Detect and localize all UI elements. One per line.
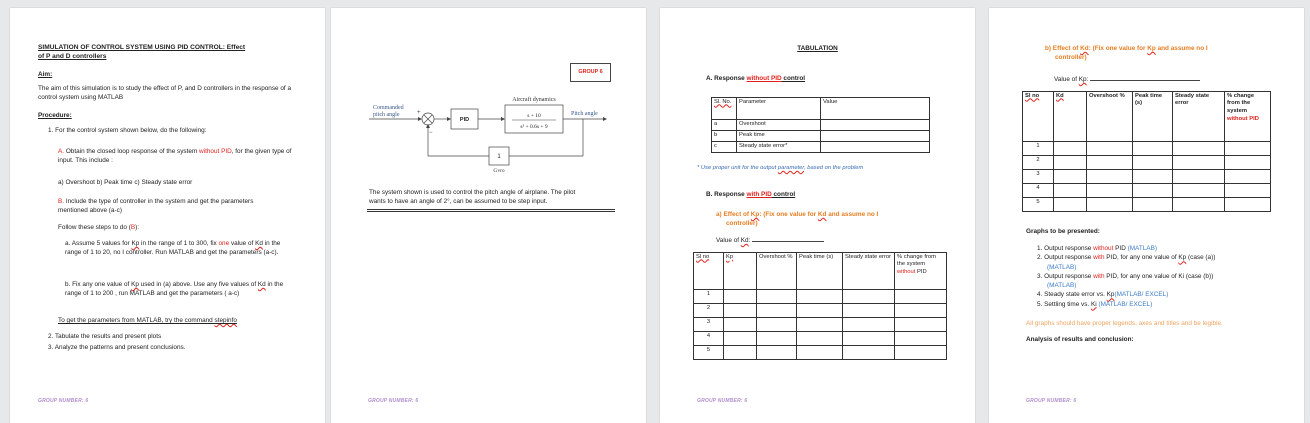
- page-footer: GROUP NUMBER: 6: [1026, 398, 1077, 405]
- group-badge: GROUP 6: [570, 63, 611, 82]
- procedure-heading: Procedure:: [38, 112, 72, 119]
- unit-note: * Use proper unit for the output parameter, based on the problem: [697, 165, 864, 171]
- aim-text: The aim of this simulation is to study the effect of P, and D controllers in the response of a control system using MATLAB: [38, 85, 292, 101]
- table-row: 3: [1023, 170, 1271, 184]
- table-row: a Overshoot: [712, 120, 930, 131]
- table-row: c Steady state error*: [712, 142, 930, 153]
- list-item: 4. Steady state error vs. Kp(MATLAB/ EXCEL): [1037, 291, 1169, 299]
- table-row: 2: [694, 304, 947, 318]
- aircraft-dynamics-label: Aircraft dynamics: [512, 97, 556, 103]
- legend-note: All graphs should have proper legends, axes and titles and be legible.: [1026, 320, 1223, 327]
- document-page-3: [660, 8, 975, 423]
- step-a: A. Obtain the closed loop response of the system without PID, for the given type of input. This include :: [58, 148, 292, 164]
- table-b: Sl no Kp Overshoot % Peak time (s) Steady state error % change from the system without PID 1 2 3 4 5: [693, 252, 947, 360]
- pitch-angle-input-label: pitch angle: [373, 112, 400, 118]
- procedure-step-2: 2. Tabulate the results and present plots: [48, 333, 162, 340]
- table-a-header-cell: Parameter: [737, 98, 821, 120]
- subsection-a-heading: a) Effect of Kp: (Fix one value for Kd and assume no I controller): [716, 211, 879, 227]
- procedure-step-3: 3. Analyze the patterns and present conclusions.: [48, 344, 186, 351]
- tabulation-title: TABULATION: [797, 45, 838, 52]
- table-row: 5: [1023, 198, 1271, 212]
- table-row: b Peak time: [712, 131, 930, 142]
- gyro-label: Gyro: [493, 168, 505, 172]
- transfer-denominator: s² + 0.6s + 9: [520, 124, 548, 130]
- table-c: Sl no Kd Overshoot % Peak time (s) Steady state error % change from the system without PID 1 2 3 4 5: [1022, 91, 1271, 212]
- analysis-heading: Analysis of results and conclusion:: [1026, 336, 1134, 343]
- list-item: 1. Output response without PID (MATLAB): [1037, 245, 1157, 252]
- list-item: 3. Output response with PID, for any one value of Ki (case (b)) (MATLAB): [1037, 272, 1214, 290]
- divider: [367, 209, 615, 210]
- transfer-numerator: s + 10: [527, 113, 541, 119]
- pitch-angle-output-label: Pitch angle: [571, 111, 598, 117]
- table-a: [711, 97, 930, 153]
- follow-steps: Follow these steps to do (B):: [58, 224, 139, 231]
- table-a-header-cell: Sl. No.: [712, 98, 737, 120]
- stepinfo-hint: To get the parameters from MATLAB, try the command stepinfo: [58, 317, 237, 324]
- plus-sign: +: [417, 110, 421, 116]
- page-footer: GROUP NUMBER: 6: [697, 398, 748, 405]
- section-b-heading: B. Response with PID control: [706, 191, 796, 198]
- table-row: 2: [1023, 156, 1271, 170]
- substep-b: b. Fix any one value of Kp used in (a) above. Use any five values of Kd in the range of 1 to 200 , run MATLAB and get the parameters ( a-c): [65, 281, 284, 297]
- graphs-heading: Graphs to be presented:: [1026, 228, 1100, 235]
- page-footer: GROUP NUMBER: 6: [368, 398, 419, 405]
- page-title: SIMULATION OF CONTROL SYSTEM USING PID CONTROL: Effect of P and D controllers: [38, 44, 246, 60]
- block-diagram: [369, 92, 609, 172]
- list-item: 2. Output response with PID, for any one value of Kp (case (a)) (MATLAB): [1037, 254, 1216, 271]
- document-page-1: [10, 8, 325, 423]
- step-b: B. Include the type of controller in the system and get the parameters mentioned above (a-c): [58, 198, 254, 214]
- table-a-header-cell: Value: [821, 98, 930, 120]
- table-row: 1: [694, 290, 947, 304]
- substep-a: a. Assume 5 values for Kp in the range of 1 to 300, fix one value of Kd in the range of 1 to 20, no I controller. Run MATLAB and get the parameters (a-c).: [65, 240, 281, 256]
- table-row: 3: [694, 318, 947, 332]
- kp-value-field[interactable]: Value of Kp:: [1054, 76, 1200, 85]
- divider: [367, 211, 615, 212]
- pid-label: PID: [459, 117, 470, 123]
- input-arrowhead: [418, 117, 422, 121]
- subsection-b-heading: b) Effect of Kd: (Fix one value for Kp and assume no I controller): [1045, 45, 1208, 61]
- table-row: 5: [694, 346, 947, 360]
- commanded-label: Commanded: [373, 105, 404, 111]
- procedure-step-1: 1. For the control system shown below, do the following:: [48, 127, 207, 134]
- document-page-4: [989, 8, 1304, 423]
- page-footer: GROUP NUMBER: 6: [38, 398, 89, 405]
- error-signal-arrowhead: [447, 117, 451, 121]
- aim-heading: Aim:: [38, 71, 53, 78]
- parameters-list: a) Overshoot b) Peak time c) Steady state error: [58, 179, 193, 186]
- kd-value-field[interactable]: Value of Kd:: [716, 237, 824, 246]
- gyro-gain: 1: [497, 154, 501, 160]
- output-arrowhead: [603, 117, 607, 121]
- table-row: 1: [1023, 142, 1271, 156]
- table-row: 4: [1023, 184, 1271, 198]
- document-page-2: [331, 8, 646, 423]
- graphs-list: [1037, 244, 1267, 309]
- minus-sign: −: [429, 130, 433, 136]
- control-signal-arrowhead: [501, 117, 505, 121]
- system-description: The system shown is used to control the pitch angle of airplane. The pilot wants to have an angle of 2°, can be assumed to be step input.: [369, 189, 576, 205]
- table-row: 4: [694, 332, 947, 346]
- list-item: 5. Settling time vs. Ki (MATLAB/ EXCEL): [1037, 300, 1153, 308]
- section-a-heading: A. Response without PID control: [706, 75, 806, 82]
